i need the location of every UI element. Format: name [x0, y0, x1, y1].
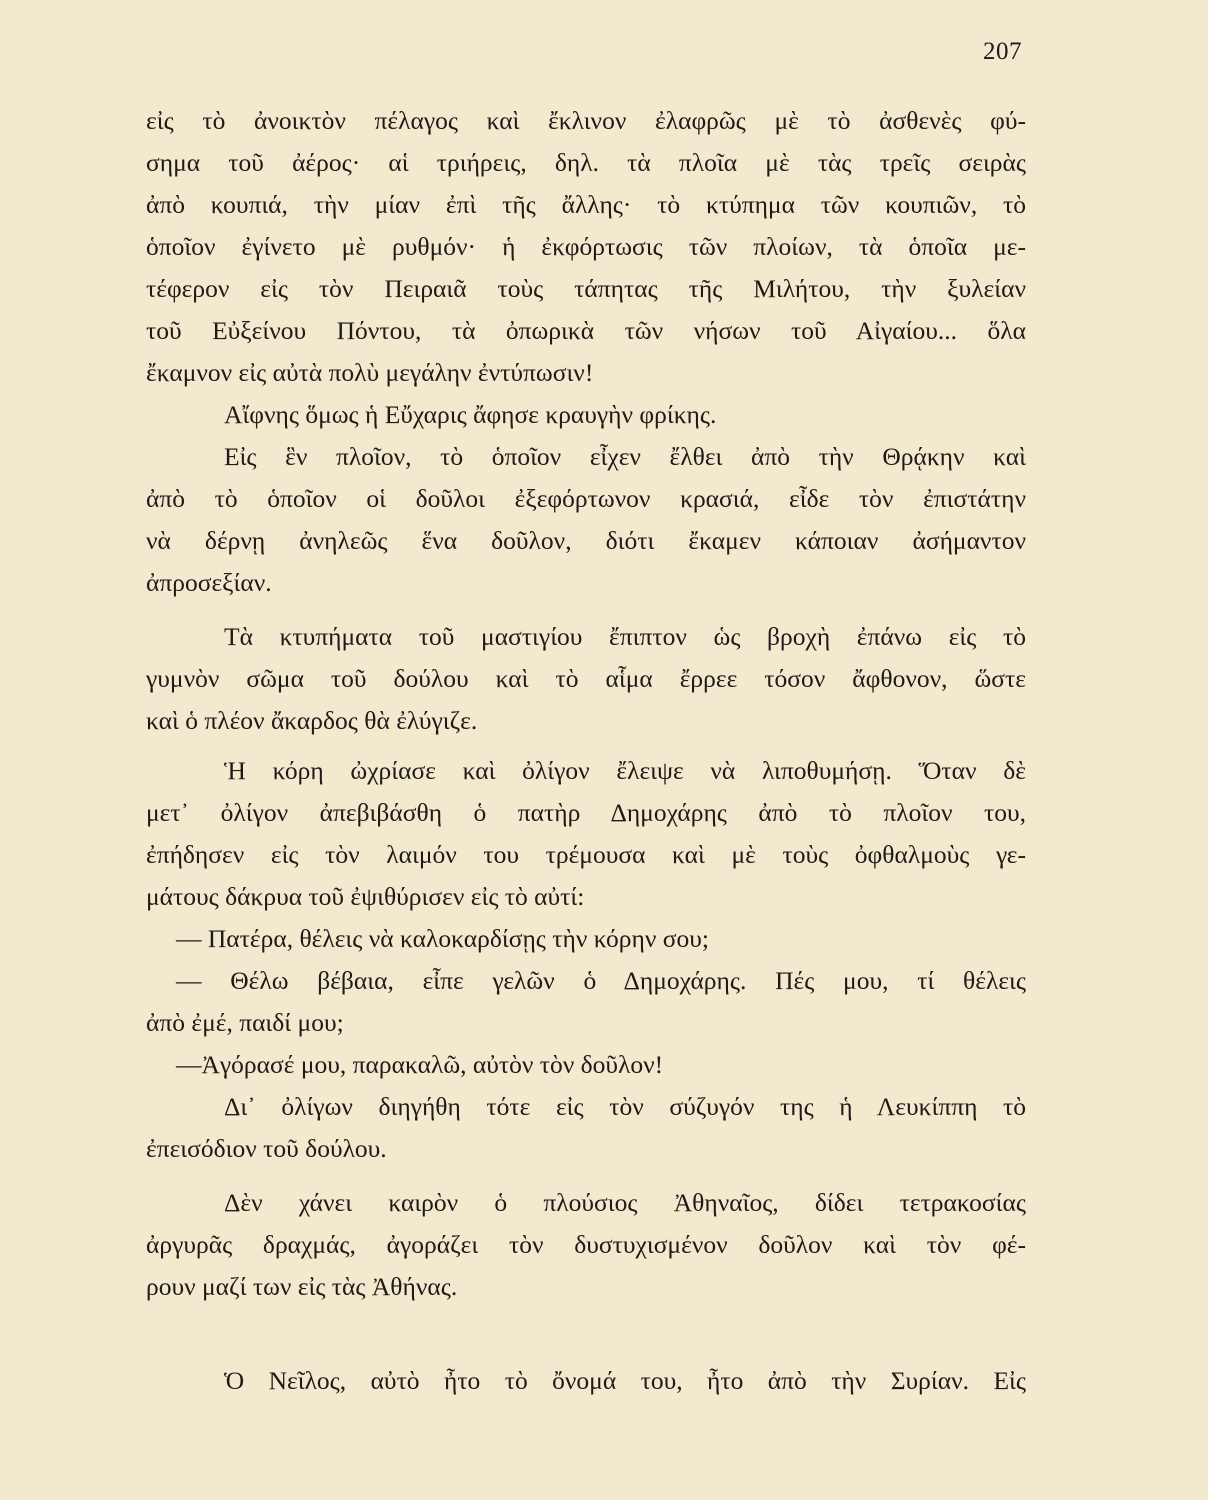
- text-line: Ἡ κόρη ὠχρίασε καὶ ὀλίγον ἔλειψε νὰ λιποθυμήσῃ. Ὅταν δὲ: [224, 756, 1026, 785]
- paragraph-2: [146, 394, 1026, 436]
- text-line: ἀπὸ ἐμέ, παιδί μου;: [146, 1008, 344, 1037]
- text-line: ἐπεισόδιον τοῦ δούλου.: [146, 1134, 387, 1163]
- text-line: ἀπὸ κουπιά, τὴν μίαν ἐπὶ τῆς ἄλλης· τὸ κτύπημα τῶν κουπιῶν, τὸ: [146, 190, 1026, 219]
- text-line: Εἰς ἓν πλοῖον, τὸ ὁποῖον εἶχεν ἔλθει ἀπὸ τὴν Θρᾴκην καὶ: [224, 442, 1026, 471]
- text-line: τέφερον εἰς τὸν Πειραιᾶ τοὺς τάπητας τῆς Μιλήτου, τὴν ξυλείαν: [146, 274, 1026, 303]
- text-line: ἐπήδησεν εἰς τὸν λαιμόν του τρέμουσα καὶ μὲ τοὺς ὀφθαλμοὺς γε-: [146, 840, 1026, 869]
- text-line: —Ἀγόρασέ μου, παρακαλῶ, αὐτὸν τὸν δοῦλον!: [176, 1050, 664, 1079]
- text-line: Αἴφνης ὅμως ἡ Εὔχαρις ἄφησε κραυγὴν φρίκης.: [224, 400, 717, 429]
- text-line: ἀργυρᾶς δραχμάς, ἀγοράζει τὸν δυστυχισμένον δοῦλον καὶ τὸν φέ-: [146, 1230, 1026, 1259]
- text-line: — Πατέρα, θέλεις νὰ καλοκαρδίσῃς τὴν κόρην σου;: [176, 924, 709, 953]
- text-line: μετ᾽ ὀλίγον ἀπεβιβάσθη ὁ πατὴρ Δημοχάρης ἀπὸ τὸ πλοῖον του,: [146, 798, 1026, 827]
- text-line: εἰς τὸ ἀνοικτὸν πέλαγος καὶ ἔκλινον ἐλαφρῶς μὲ τὸ ἀσθενὲς φύ-: [146, 106, 1026, 135]
- body-text: [146, 100, 1026, 1402]
- text-line: ὁποῖον ἐγίνετο μὲ ρυθμόν· ἡ ἐκφόρτωσις τῶν πλοίων, τὰ ὁποῖα με-: [146, 232, 1026, 261]
- text-line: τοῦ Εὐξείνου Πόντου, τὰ ὀπωρικὰ τῶν νήσων τοῦ Αἰγαίου... ὅλα: [146, 316, 1026, 345]
- text-line: Δι᾽ ὀλίγων διηγήθη τότε εἰς τὸν σύζυγόν της ἡ Λευκίππη τὸ: [224, 1092, 1026, 1121]
- page-number: 207: [983, 38, 1022, 65]
- text-line: ἔκαμνον εἰς αὐτὰ πολὺ μεγάλην ἐντύπωσιν!: [146, 358, 594, 387]
- paragraph-1: [146, 100, 1026, 394]
- text-line: μάτους δάκρυα τοῦ ἐψιθύρισεν εἰς τὸ αὐτί:: [146, 882, 585, 911]
- text-line: γυμνὸν σῶμα τοῦ δούλου καὶ τὸ αἷμα ἔρρεε τόσον ἄφθονον, ὥστε: [146, 664, 1026, 693]
- paragraph-8: [146, 1360, 1026, 1402]
- dialogue-line-1: [146, 918, 1026, 960]
- dialogue-line-2: [146, 960, 1026, 1044]
- text-line: — Θέλω βέβαια, εἶπε γελῶν ὁ Δημοχάρης. Πές μου, τί θέλεις: [176, 966, 1026, 995]
- text-line: νὰ δέρνῃ ἀνηλεῶς ἕνα δοῦλον, διότι ἔκαμεν κάποιαν ἀσήμαντον: [146, 526, 1026, 555]
- text-line: Ὁ Νεῖλος, αὐτὸ ἦτο τὸ ὄνομά του, ἦτο ἀπὸ τὴν Συρίαν. Εἰς: [224, 1366, 1026, 1395]
- text-line: Δὲν χάνει καιρὸν ὁ πλούσιος Ἀθηναῖος, δίδει τετρακοσίας: [224, 1188, 1026, 1217]
- paragraph-7: [146, 1182, 1026, 1308]
- paragraph-6: [146, 1086, 1026, 1170]
- paragraph-4: [146, 616, 1026, 742]
- text-line: Τὰ κτυπήματα τοῦ μαστιγίου ἔπιπτον ὡς βροχὴ ἐπάνω εἰς τὸ: [224, 622, 1026, 651]
- text-line: ἀπροσεξίαν.: [146, 568, 272, 597]
- text-line: ἀπὸ τὸ ὁποῖον οἱ δοῦλοι ἐξεφόρτωνον κρασιά, εἶδε τὸν ἐπιστάτην: [146, 484, 1026, 513]
- paragraph-5: [146, 750, 1026, 918]
- paragraph-3: [146, 436, 1026, 604]
- text-line: ρουν μαζί των εἰς τὰς Ἀθήνας.: [146, 1272, 458, 1301]
- text-line: σημα τοῦ ἀέρος· αἱ τριήρεις, δηλ. τὰ πλοῖα μὲ τὰς τρεῖς σειρὰς: [146, 148, 1026, 177]
- text-line: καὶ ὁ πλέον ἄκαρδος θὰ ἐλύγιζε.: [146, 706, 478, 735]
- dialogue-line-3: [146, 1044, 1026, 1086]
